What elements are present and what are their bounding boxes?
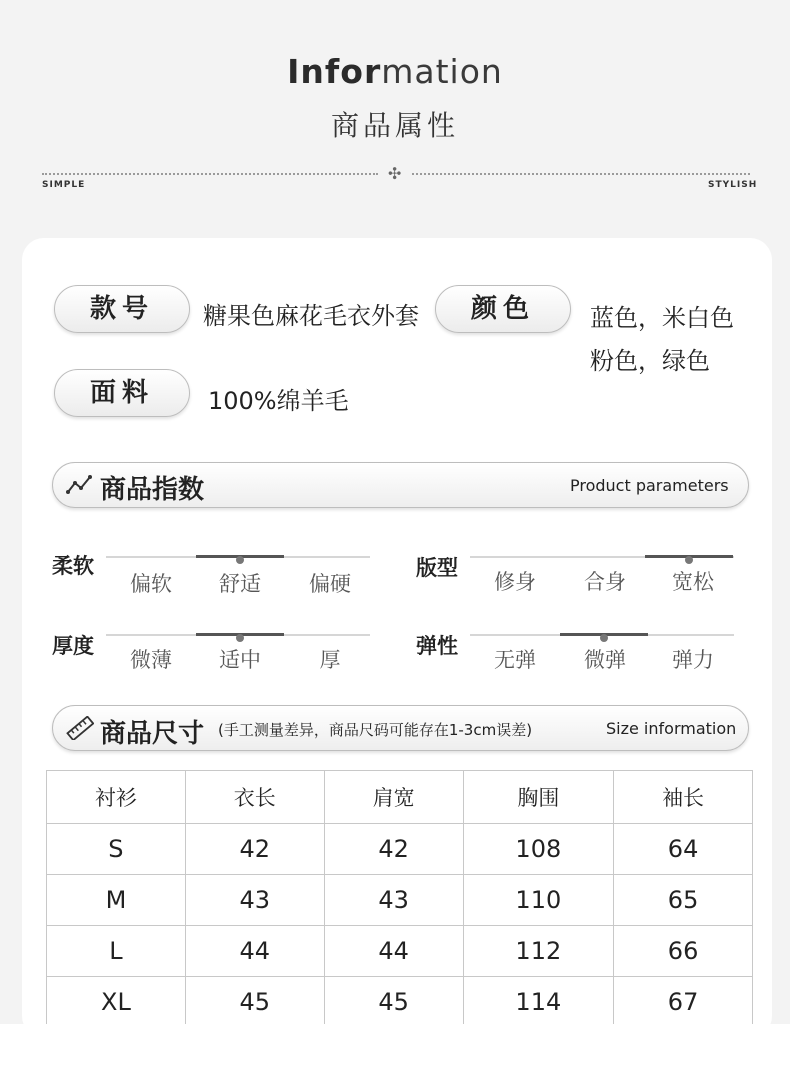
index-option: 修身 — [494, 570, 536, 594]
index-option: 偏软 — [130, 572, 172, 596]
table-header-row — [47, 771, 753, 824]
color-value-line1: 蓝色，米白色 — [590, 304, 734, 332]
table-header-cell: 衣长 — [185, 771, 324, 824]
table-cell: 43 — [324, 875, 463, 926]
table-cell: XL — [47, 977, 186, 1028]
index-label-thickness: 厚度 — [52, 634, 94, 658]
table-row — [47, 875, 753, 926]
index-option: 偏硬 — [309, 572, 351, 596]
divider-right — [412, 173, 750, 175]
index-section-subtitle: Product parameters — [570, 476, 729, 495]
index-option: 微薄 — [130, 648, 172, 672]
index-label-fit: 版型 — [416, 556, 458, 580]
title-bold: Infor — [287, 52, 382, 91]
index-option: 弹力 — [672, 648, 714, 672]
table-row — [47, 977, 753, 1028]
table-header-cell: 衬衫 — [47, 771, 186, 824]
index-marker-softness — [236, 556, 244, 564]
table-cell: 108 — [463, 824, 614, 875]
size-section-note: (手工测量差异，商品尺码可能存在1-3cm误差) — [218, 721, 533, 739]
table-cell: 112 — [463, 926, 614, 977]
index-label-elasticity: 弹性 — [416, 634, 458, 658]
fabric-value: 100%绵羊毛 — [208, 387, 349, 415]
table-cell: 66 — [614, 926, 753, 977]
color-label: 颜色 — [435, 285, 571, 333]
ruler-icon — [66, 716, 94, 744]
style-label: 款号 — [54, 285, 190, 333]
simple-tag: SIMPLE — [42, 180, 86, 190]
page-title-en — [0, 52, 790, 91]
bottom-strip — [0, 1024, 790, 1074]
index-option: 合身 — [584, 570, 626, 594]
table-cell: 42 — [324, 824, 463, 875]
divider-cross-icon: ✣ — [388, 164, 402, 183]
table-cell: L — [47, 926, 186, 977]
table-cell: 67 — [614, 977, 753, 1028]
table-header-cell: 袖长 — [614, 771, 753, 824]
title-light: mation — [381, 52, 503, 91]
index-option: 无弹 — [494, 648, 536, 672]
stylish-tag: STYLISH — [708, 180, 758, 190]
index-option: 适中 — [219, 648, 261, 672]
table-header-cell: 肩宽 — [324, 771, 463, 824]
fabric-label: 面料 — [54, 369, 190, 417]
table-cell: 44 — [185, 926, 324, 977]
table-row — [47, 926, 753, 977]
table-cell: 44 — [324, 926, 463, 977]
index-section-title: 商品指数 — [100, 475, 205, 505]
color-value-line2: 粉色，绿色 — [590, 347, 710, 375]
table-cell: M — [47, 875, 186, 926]
index-marker-thickness — [236, 634, 244, 642]
page-title-cn: 商品属性 — [330, 109, 459, 142]
size-table — [46, 770, 753, 1028]
divider-left — [42, 173, 378, 175]
index-marker-fit — [685, 556, 693, 564]
table-cell: 42 — [185, 824, 324, 875]
table-cell: 110 — [463, 875, 614, 926]
index-marker-elasticity — [600, 634, 608, 642]
table-cell: 114 — [463, 977, 614, 1028]
table-header-cell: 胸围 — [463, 771, 614, 824]
index-label-softness: 柔软 — [52, 554, 94, 578]
table-cell: 43 — [185, 875, 324, 926]
size-section-title: 商品尺寸 — [100, 719, 205, 749]
table-cell: 64 — [614, 824, 753, 875]
table-row — [47, 824, 753, 875]
index-option: 厚 — [319, 648, 341, 672]
index-option: 微弹 — [584, 648, 626, 672]
index-option: 宽松 — [672, 570, 714, 594]
index-option: 舒适 — [219, 572, 261, 596]
size-section-subtitle: Size information — [606, 719, 737, 738]
trend-icon — [66, 474, 94, 500]
table-cell: 45 — [324, 977, 463, 1028]
table-cell: S — [47, 824, 186, 875]
table-cell: 45 — [185, 977, 324, 1028]
table-cell: 65 — [614, 875, 753, 926]
style-value: 糖果色麻花毛衣外套 — [203, 302, 419, 330]
